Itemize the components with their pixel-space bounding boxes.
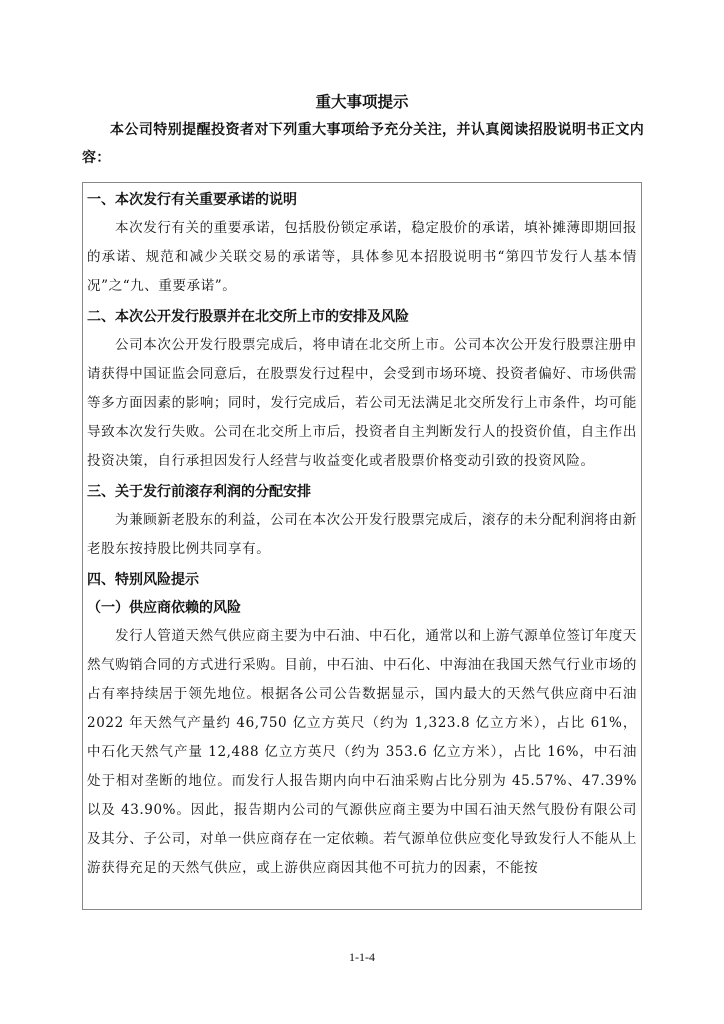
page-title: 重大事项提示 [315,93,409,111]
section-profit-distribution [87,478,637,564]
section-heading: 三、关于发行前滚存利润的分配安排 [87,484,311,500]
page-number: 1-1-4 [349,950,375,964]
section-heading: 二、本次公开发行股票并在北交所上市的安排及风险 [87,309,409,325]
section-heading: 一、本次发行有关重要承诺的说明 [87,192,297,208]
section-body: 为兼顾新老股东的利益，公司在本次公开发行股票完成后，滚存的未分配利润将由新老股东按持股比例共同享有。 [87,512,637,557]
notice-box [82,182,642,910]
section-risk [87,566,637,883]
section-body: 本次发行有关的重要承诺，包括股份锁定承诺，稳定股价的承诺，填补摊薄即期回报的承诺、规范和减少关联交易的承诺等，具体参见本招股说明书“第四节发行人基本情况”之“九、重要承诺”。 [87,220,637,294]
intro-paragraph: 本公司特别提醒投资者对下列重大事项给予充分关注，并认真阅读招股说明书正文内容： [82,122,644,166]
section-body: 发行人管道天然气供应商主要为中石油、中石化，通常以和上游气源单位签订年度天然气购销合同的方式进行采购。目前，中石油、中石化、中海油在我国天然气行业市场的占有率持续居于领先地位。根据各公司公告数据显示，国内最大的天然气供应商中石油 2022 年天然气产量约 46,750 亿立方英尺（约为 1,323.8 亿立方米），占比 61%，中石化天然气产量 12,488 亿立方英尺（约为 353.6 亿立方米），占比 16%，中石油处于相对垄断的地位。而发行人报告期内向中石油采购占比分别为 45.57%、47.39%以及 43.90%。因此，报告期内公司的气源供应商主要为中国石油天然气股份有限公司及其分、子公司，对单一供应商存在一定依赖。若气源单位供应变化导致发行人不能从上游获得充足的天然气供应，或上游供应商因其他不可抗力的因素，不能按 [87,628,637,876]
subsection-heading: （一）供应商依赖的风险 [87,600,241,616]
section-body: 公司本次公开发行股票完成后，将申请在北交所上市。公司本次公开发行股票注册申请获得中国证监会同意后，在股票发行过程中，会受到市场环境、投资者偏好、市场供需等多方面因素的影响；同时，发行完成后，若公司无法满足北交所发行上市条件，均可能导致本次发行失败。公司在北交所上市后，投资者自主判断发行人的投资价值，自主作出投资决策，自行承担因发行人经营与收益变化或者股票价格变动引致的投资风险。 [87,337,637,469]
section-listing [87,303,637,476]
section-heading: 四、特别风险提示 [87,572,199,588]
section-commitments [87,186,637,301]
